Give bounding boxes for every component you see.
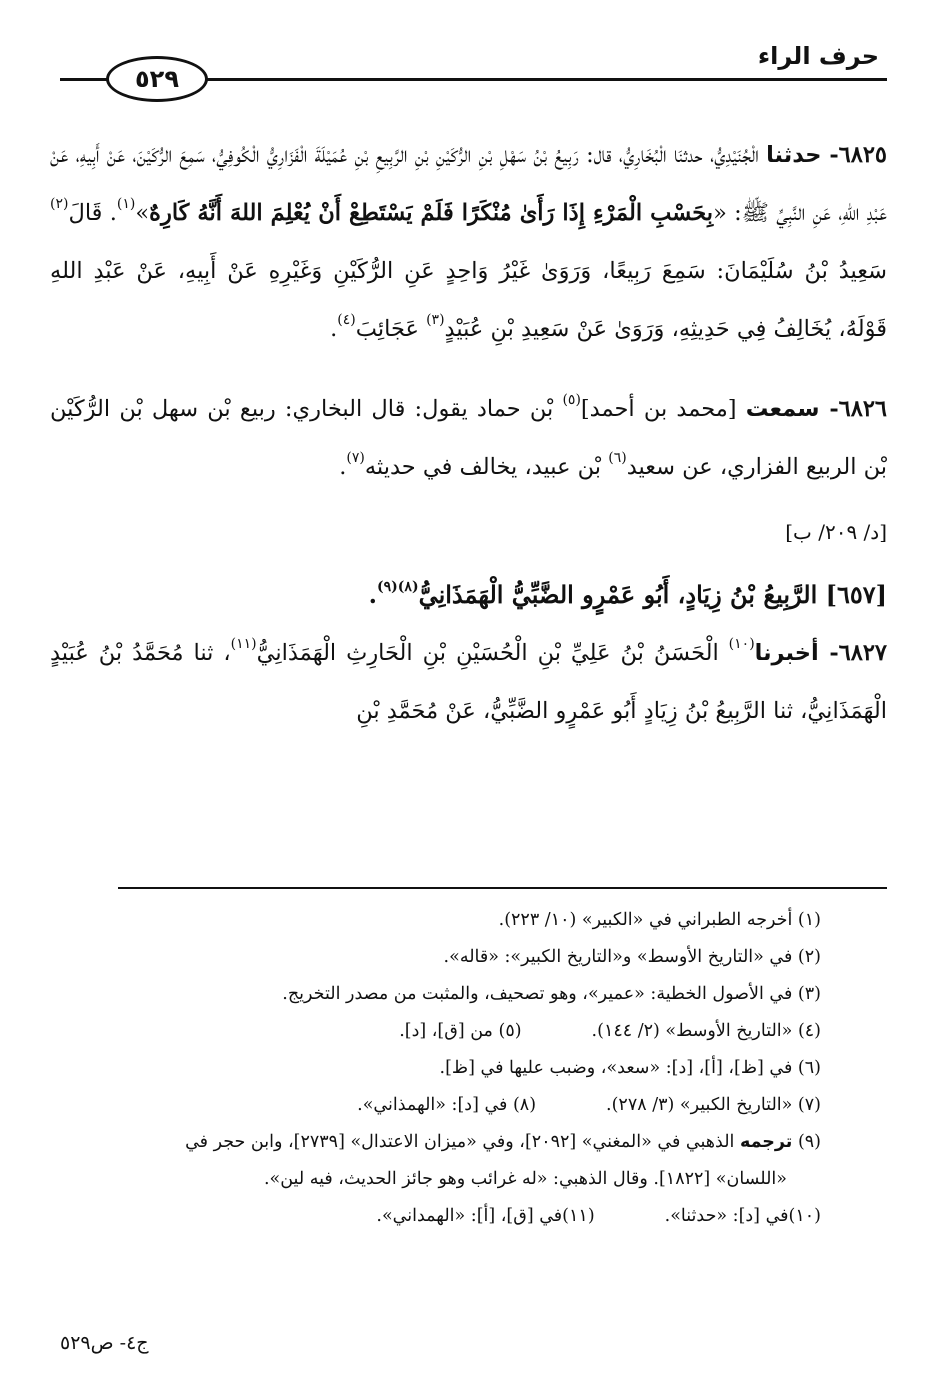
- footnote-9-keyword: ترجمه: [739, 1132, 793, 1152]
- footnote-ref-6[interactable]: (٦): [608, 450, 627, 466]
- footnote-9-text: الذهبي في «المغني» [٢٠٩٢]، وفي «ميزان الاعتدال» [٢٧٣٩]، وابن حجر في: [185, 1132, 740, 1152]
- footnote-7: (٧) «التاريخ الكبير» (٣/ ٢٧٨).: [606, 1095, 821, 1115]
- footnote-ref-10[interactable]: (١٠): [728, 636, 755, 652]
- hadith-text: »: [135, 200, 150, 226]
- footnote-8: (٨) في [د]: «الهمذاني».: [357, 1095, 537, 1115]
- footnote-ref-8[interactable]: (٨): [397, 579, 419, 595]
- entry-end: .: [368, 580, 377, 609]
- hadith-number: ٦٨٢٦-: [819, 396, 887, 422]
- footnote-ref-2[interactable]: (٢): [50, 196, 69, 212]
- footnote-row-10-11: [56, 1198, 821, 1235]
- hadith-text: سَعِيدُ بْنُ سُلَيْمَانَ: سَمِعَ رَبِيعًا، وَرَوَىٰ غَيْرُ وَاحِدٍ عَنِ الرُّكَيْنِ وَغَيْرِهِ عَنْ أَبِيهِ، عَنْ عَبْدِ اللهِ قَوْلَهُ، يُخَالِفُ فِي حَدِيثِهِ، وَرَوَىٰ عَنْ سَعِيدِ بْنِ عُبَيْدٍ: [50, 258, 887, 342]
- hadith-text: عَجَائِبَ: [355, 316, 427, 342]
- page-number-badge: [106, 56, 208, 102]
- hadith-text: ، ثنا مُحَمَّدُ بْنُ عُبَيْدٍ الْهَمَذَانِيُّ، ثنا الرَّبِيعُ بْنُ زِيَادٍ أَبُو عَمْرٍو الضَّبِّيُّ، عَنْ مُحَمَّدِ بْنِ: [50, 640, 887, 724]
- hadith-matn: بِحَسْبِ الْمَرْءِ إِذَا رَأَىٰ مُنْكَرًا فَلَمْ يَسْتَطِعْ أَنْ يُعْلِمَ اللهَ أَنَّهُ كَارِهٌ: [149, 200, 714, 226]
- footnote-ref-4[interactable]: (٤): [337, 312, 356, 328]
- volume-page-reference: ج٤- ص٥٢٩: [60, 1332, 149, 1354]
- main-text: [50, 126, 887, 740]
- hadith-6827: [50, 624, 887, 740]
- footnote-row-4-5: [56, 1013, 821, 1050]
- footnote-rule: [118, 887, 887, 889]
- transmission-keyword: حدثنا: [766, 142, 822, 168]
- footnote-9-continuation: «اللسان» [١٨٢٢]. وقال الذهبي: «له غرائب وهو جائز الحديث، فيه لين».: [263, 1169, 787, 1189]
- footnote-4: (٤) «التاريخ الأوسط» (٢/ ١٤٤).: [591, 1021, 821, 1041]
- hadith-text: [محمد بن أحمد]: [580, 396, 746, 422]
- hadith-number: ٦٨٢٧-: [818, 640, 887, 666]
- footnote-6: (٦) في [ظ]، [أ]، [د]: «سعد»، وضبب عليها في [ظ].: [439, 1058, 821, 1078]
- hadith-number: ٦٨٢٥-: [821, 142, 888, 168]
- footnote-1: (١) أخرجه الطبراني في «الكبير» (١٠/ ٢٢٣).: [498, 910, 821, 930]
- footnote-9: [56, 1124, 821, 1161]
- folio-marker: [د/ ٢٠٩/ ب]: [785, 520, 887, 544]
- hadith-text: الْحَسَنُ بْنُ عَلِيِّ بْنِ الْحُسَيْنِ بْنِ الْحَارِثِ الْهَمَذَانِيُّ: [256, 640, 729, 666]
- entry-heading-657: [50, 566, 887, 624]
- hadith-text: .: [339, 454, 347, 480]
- page-number: ٥٢٩: [135, 65, 179, 93]
- footnote-2: (٢) في «التاريخ الأوسط» و«التاريخ الكبير»: «قاله».: [443, 947, 821, 967]
- entry-title: [٦٥٧] الرَّبِيعُ بْنُ زِيَادٍ، أَبُو عَمْرٍو الضَّبِّيُّ الْهَمَذَانِيُّ: [418, 580, 887, 609]
- footnote-ref-3[interactable]: (٣): [426, 312, 445, 328]
- footnote-ref-1[interactable]: (١): [116, 196, 136, 212]
- footnote-3: (٣) في الأصول الخطية: «عمير»، وهو تصحيف، والمثبت من مصدر التخريج.: [282, 984, 821, 1004]
- footnote-ref-9[interactable]: (٩): [377, 579, 398, 595]
- footnote-row-7-8: [56, 1087, 821, 1124]
- footnote-ref-7[interactable]: (٧): [346, 450, 365, 466]
- hadith-text: بْن حماد يقول: قال البخاري: ربيع بْن سهل بْن الرُّكَيْن بْن الربيع الفزاري، عن سعيد: [50, 396, 887, 480]
- hadith-text: الْجُنَيْدِيُّ، حدثنَا الْبُخَارِيُّ، قال: رَبِيعُ بْنُ سَهْلِ بْنِ الرُّكَيْنِ بْنِ الرَّبِيعِ بْنِ عُمَيْلَةَ الْفَزَارِيُّ الْكُوفِيُّ، سَمِعَ الرُّكَيْنَ، عَنْ أَبِيهِ، عَنْ عَبْدِ اللهِ، عَنِ النَّبِيِّ ﷺ: «: [50, 142, 888, 226]
- hadith-text: بْن عبيد، يخالف في حديثه: [364, 454, 609, 480]
- footnote-ref-11[interactable]: (١١): [230, 636, 257, 652]
- footnote-11: (١١)في [ق]، [أ]: «الهمداني».: [376, 1206, 595, 1226]
- hadith-6826: [50, 380, 887, 496]
- hadith-text: . قَالَ: [68, 200, 117, 226]
- footnote-9-number: (٩): [792, 1132, 821, 1152]
- transmission-keyword: أخبرنا: [754, 640, 819, 666]
- hadith-6825: [50, 126, 887, 358]
- footnote-10: (١٠)في [د]: «حدثنا».: [664, 1206, 821, 1226]
- running-title: حرف الراء: [757, 42, 879, 70]
- transmission-keyword: سمعت: [745, 396, 820, 422]
- footnotes: [56, 902, 821, 1235]
- footnote-ref-5[interactable]: (٥): [562, 392, 581, 408]
- footnote-5: (٥) من [ق]، [د].: [399, 1021, 522, 1041]
- hadith-text: .: [330, 316, 338, 342]
